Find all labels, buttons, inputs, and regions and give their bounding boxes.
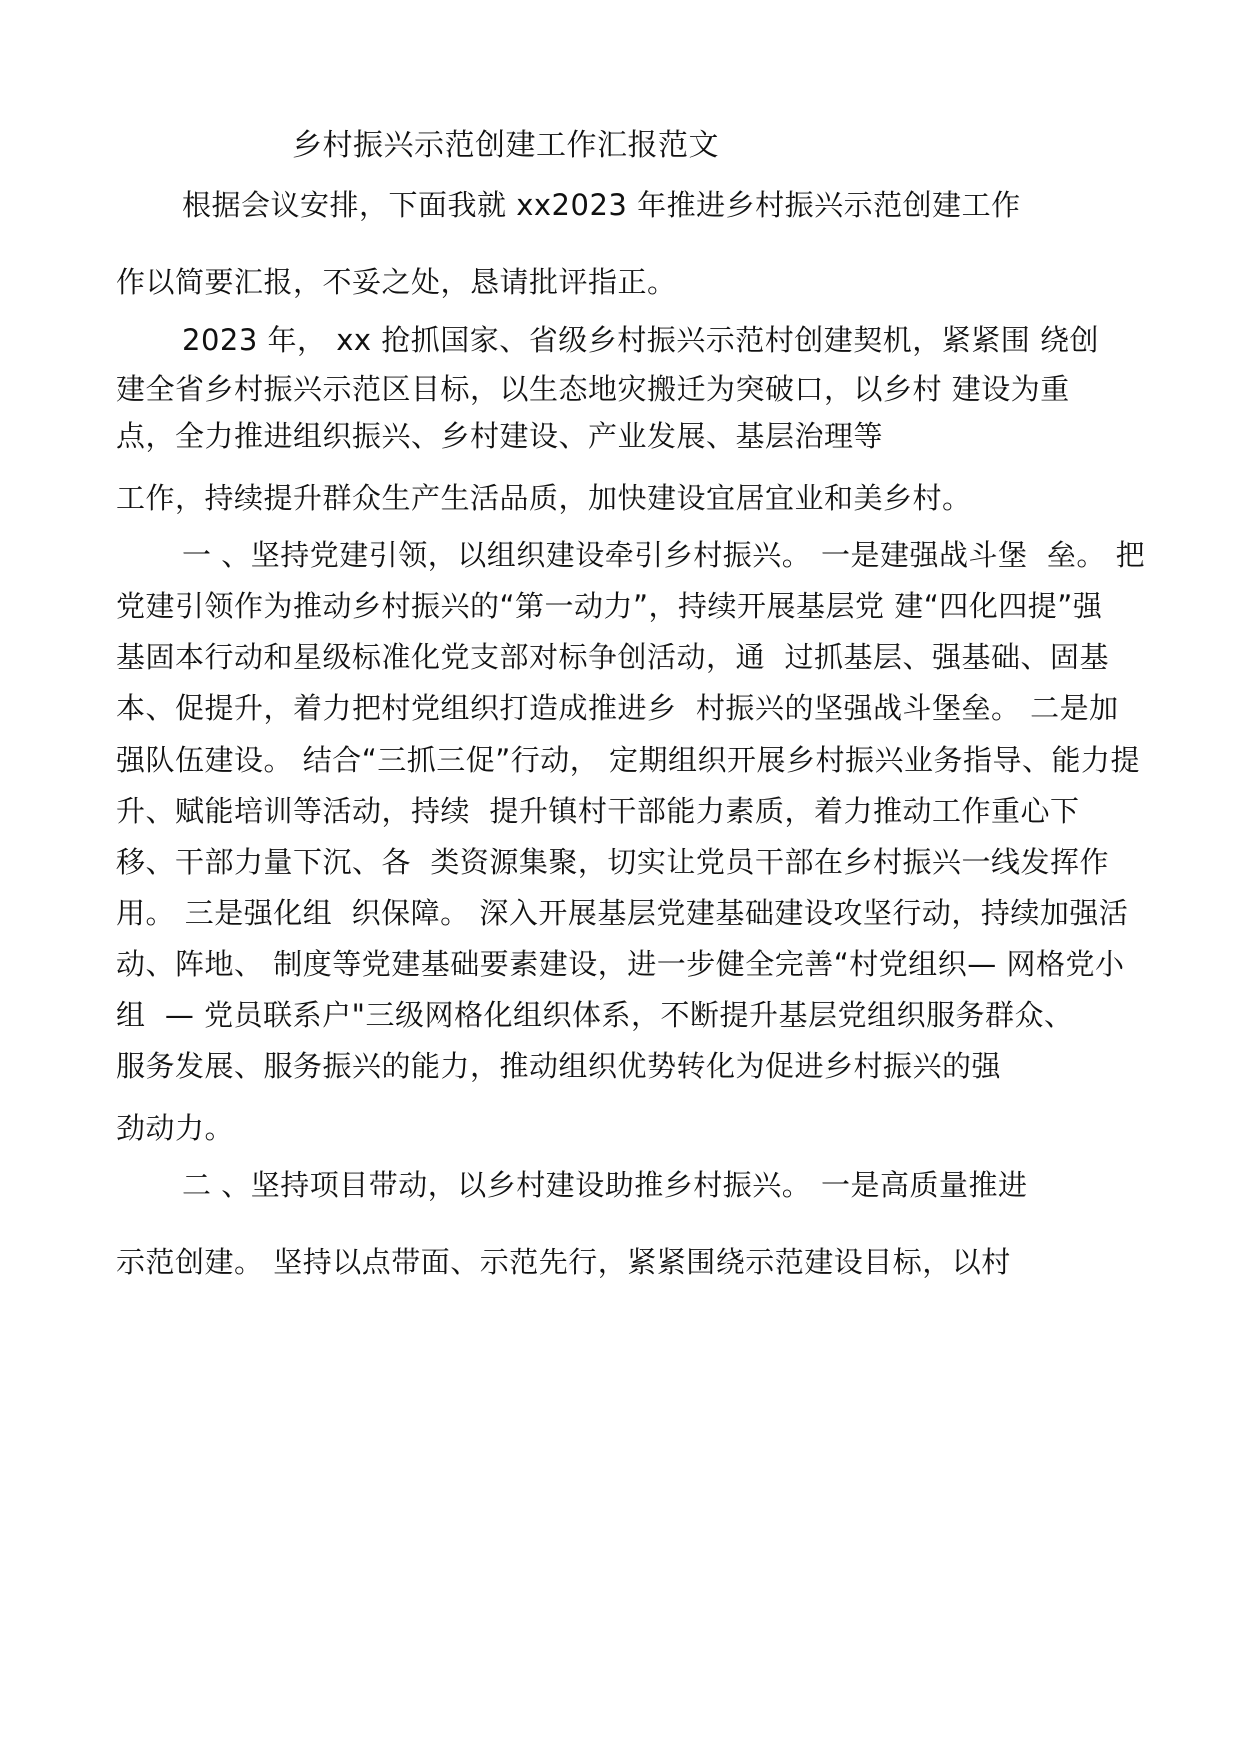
paragraph-line: 根据会议安排，下面我就 xx2023 年推进乡村振兴示范创建工作	[182, 188, 1021, 222]
paragraph-line: 劲动力。	[116, 1111, 235, 1145]
paragraph-line: 基固本行动和星级标准化党支部对标争创活动，通 过抓基层、强基础、固基	[116, 640, 1109, 674]
paragraph-line: 用。 三是强化组 织保障。 深入开展基层党建基础建设攻坚行动，持续加强活	[116, 896, 1129, 930]
paragraph-line: 一 、坚持党建引领，以组织建设牵引乡村振兴。 一是建强战斗堡 垒。 把	[182, 538, 1146, 572]
paragraph-line: 二 、坚持项目带动，以乡村建设助推乡村振兴。 一是高质量推进	[182, 1168, 1028, 1202]
paragraph-line: 组 — 党员联系户"三级网格化组织体系，不断提升基层党组织服务群众、	[116, 998, 1074, 1032]
paragraph-line: 2023 年， xx 抢抓国家、省级乡村振兴示范村创建契机，紧紧围 绕创	[182, 323, 1100, 357]
paragraph-line: 建全省乡村振兴示范区目标，以生态地灾搬迁为突破口，以乡村 建设为重	[116, 372, 1070, 406]
paragraph-line: 强队伍建设。 结合“三抓三促”行动， 定期组织开展乡村振兴业务指导、能力提	[116, 743, 1140, 777]
document-title: 乡村振兴示范创建工作汇报范文	[292, 128, 719, 163]
paragraph-line: 动、阵地、 制度等党建基础要素建设，进一步健全完善“村党组织— 网格党小	[116, 947, 1125, 981]
paragraph-line: 本、促提升，着力把村党组织打造成推进乡 村振兴的坚强战斗堡垒。 二是加	[116, 691, 1119, 725]
paragraph-line: 升、赋能培训等活动，持续 提升镇村干部能力素质，着力推动工作重心下	[116, 794, 1080, 828]
paragraph-line: 移、干部力量下沉、各 类资源集聚，切实让党员干部在乡村振兴一线发挥作	[116, 845, 1109, 879]
paragraph-line: 服务发展、服务振兴的能力，推动组织优势转化为促进乡村振兴的强	[116, 1049, 1002, 1083]
paragraph-line: 工作，持续提升群众生产生活品质，加快建设宜居宜业和美乡村。	[116, 481, 972, 515]
paragraph-line: 作以简要汇报，不妥之处，恳请批评指正。	[116, 265, 677, 299]
paragraph-line: 党建引领作为推动乡村振兴的“第一动力”，持续开展基层党 建“四化四提”强	[116, 589, 1103, 623]
paragraph-line: 示范创建。 坚持以点带面、示范先行，紧紧围绕示范建设目标，以村	[116, 1245, 1011, 1279]
paragraph-line: 点，全力推进组织振兴、乡村建设、产业发展、基层治理等	[116, 419, 884, 453]
